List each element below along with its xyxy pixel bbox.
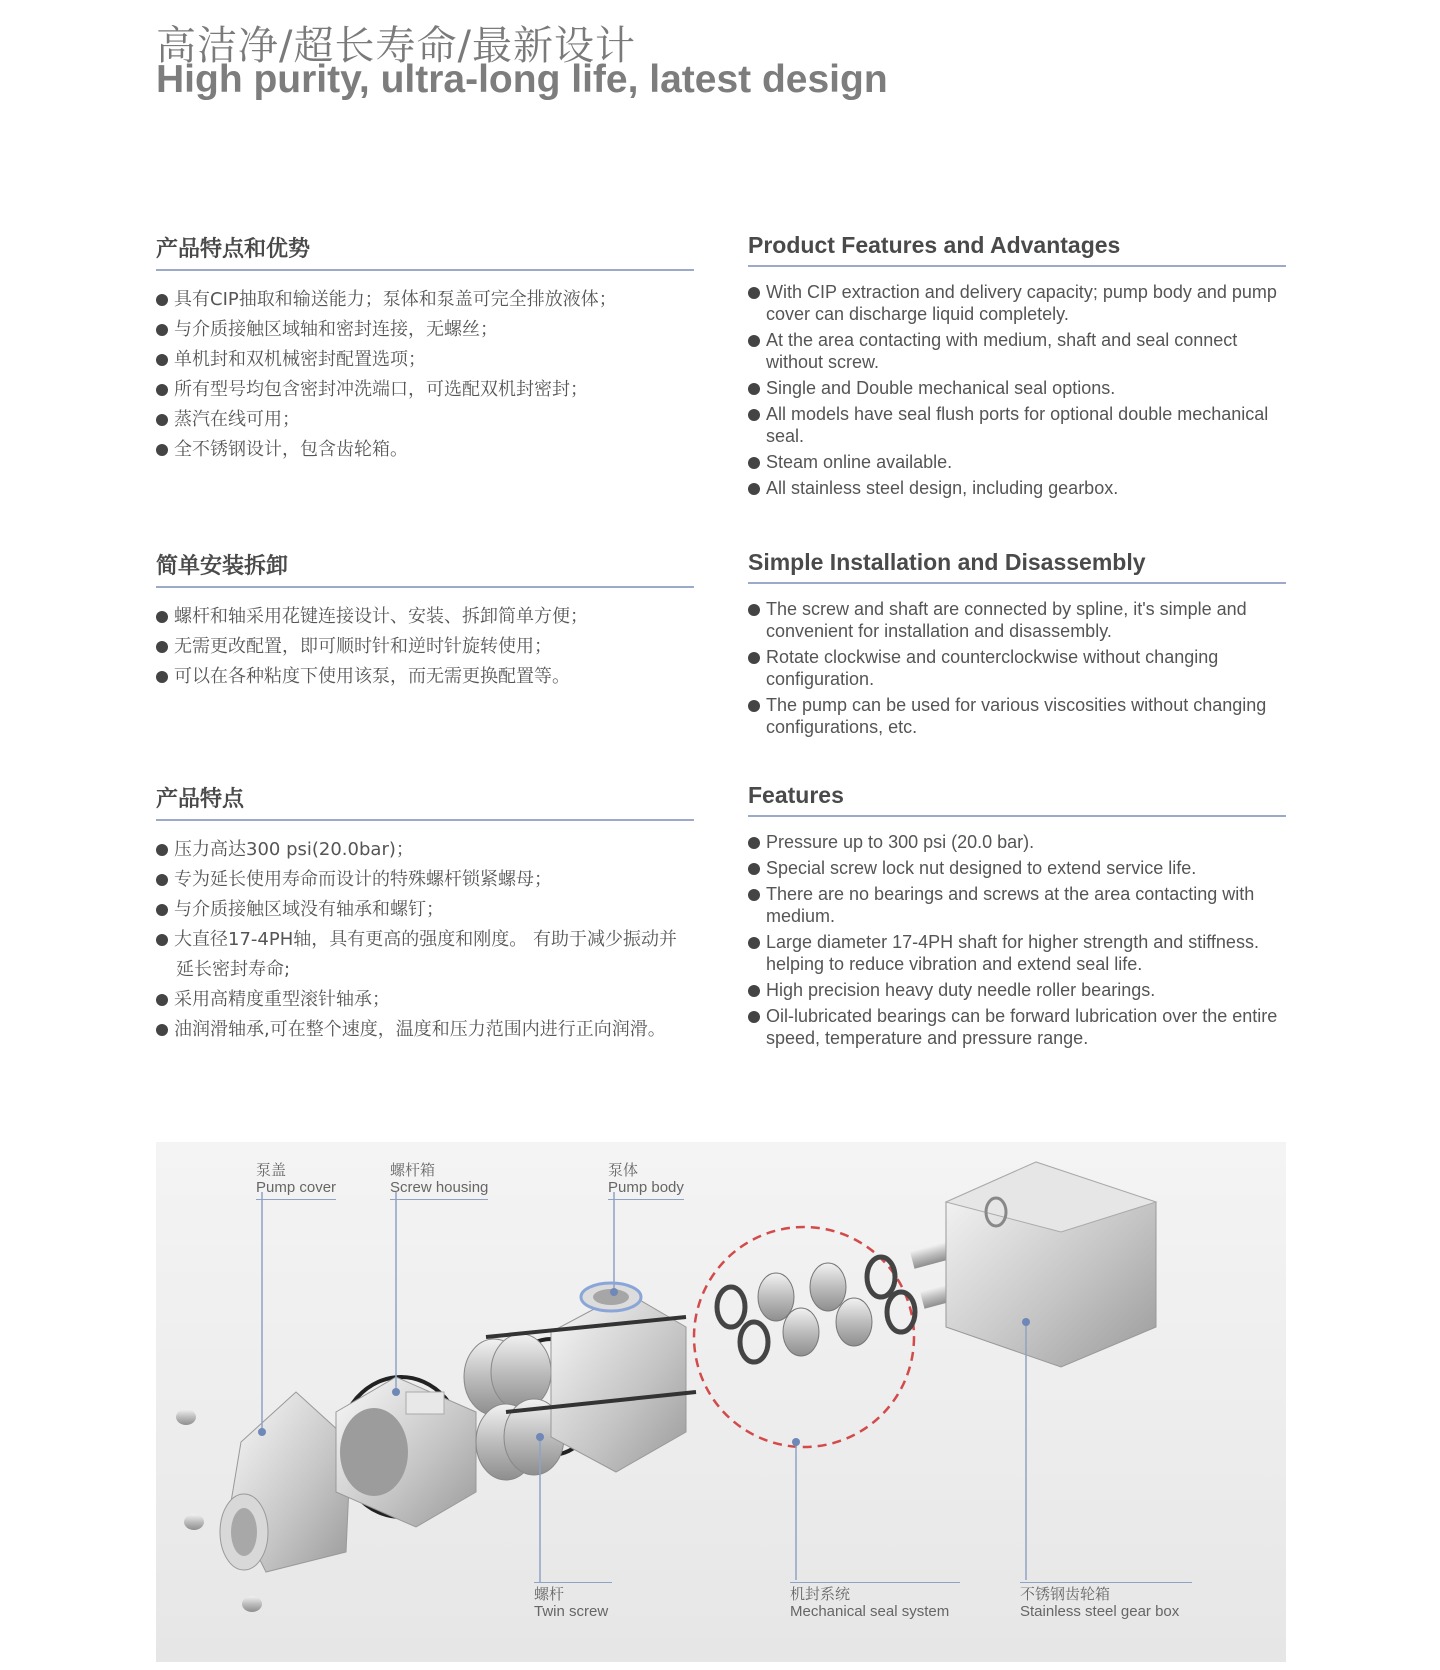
section-installation-en — [748, 549, 1286, 742]
page-title-cn: 高洁净/超长寿命/最新设计 — [156, 23, 636, 69]
mechanical-seal-part — [717, 1257, 915, 1362]
bullet-icon — [748, 889, 760, 901]
section-heading: 简单安装拆卸 — [156, 549, 694, 588]
list-item-text: 与介质接触区域没有轴承和螺钉； — [174, 899, 444, 920]
section-features-advantages-en — [748, 232, 1286, 503]
list-item — [748, 831, 1286, 853]
bullet-icon — [156, 904, 168, 916]
list-item-text: 蒸汽在线可用； — [174, 409, 300, 430]
bullet-icon — [748, 335, 760, 347]
bullet-icon — [156, 844, 168, 856]
bullet-list — [748, 281, 1286, 499]
bullet-icon — [156, 641, 168, 653]
nut-icon — [176, 1409, 196, 1425]
list-item-text: 无需更改配置，即可顺时针和逆时针旋转使用； — [174, 636, 552, 657]
bullet-list — [748, 598, 1286, 738]
nut-icon — [184, 1514, 204, 1530]
list-item-text: At the area contacting with medium, shaft and seal connect without screw. — [766, 330, 1238, 372]
list-item-text: Steam online available. — [766, 452, 953, 472]
bullet-icon — [748, 985, 760, 997]
section-features-en — [748, 782, 1286, 1053]
list-item — [156, 985, 694, 1015]
bullet-icon — [748, 287, 760, 299]
list-item-text: 压力高达300 psi(20.0bar)； — [174, 839, 414, 860]
section-features-advantages-cn — [156, 232, 694, 465]
list-item-text: There are no bearings and screws at the area contacting with medium. — [766, 884, 1255, 926]
list-item — [156, 865, 694, 895]
section-heading: 产品特点 — [156, 782, 694, 821]
bullet-icon — [156, 294, 168, 306]
bullet-icon — [156, 384, 168, 396]
list-item-text: 大直径17-4PH轴，具有更高的强度和刚度。 有助于减少振动并延长密封寿命; — [174, 929, 677, 980]
bullet-icon — [156, 414, 168, 426]
list-item — [156, 925, 694, 985]
list-item-text: 采用高精度重型滚针轴承； — [174, 989, 390, 1010]
section-heading: 产品特点和优势 — [156, 232, 694, 271]
list-item — [156, 405, 694, 435]
label-pump-cover: 泵盖 Pump cover — [256, 1162, 336, 1200]
screw-housing-part — [336, 1377, 476, 1527]
list-item-text: Single and Double mechanical seal options. — [766, 378, 1116, 398]
list-item-text: 专为延长使用寿命而设计的特殊螺杆锁紧螺母； — [174, 869, 552, 890]
list-item — [748, 598, 1286, 642]
section-heading: Product Features and Advantages — [748, 232, 1286, 267]
list-item — [156, 895, 694, 925]
list-item — [156, 835, 694, 865]
list-item-text: Oil-lubricated bearings can be forward lubrication over the entire speed, temperature and pressure range. — [766, 1006, 1278, 1048]
bullet-icon — [156, 671, 168, 683]
list-item — [748, 377, 1286, 399]
page-title-en: High purity, ultra-long life, latest design — [156, 58, 888, 101]
section-heading: Simple Installation and Disassembly — [748, 549, 1286, 584]
bullet-icon — [748, 937, 760, 949]
bullet-icon — [748, 652, 760, 664]
list-item-text: The pump can be used for various viscosities without changing configurations, etc. — [766, 695, 1267, 737]
list-item — [156, 632, 694, 662]
list-item — [156, 1015, 694, 1045]
list-item-text: 具有CIP抽取和输送能力；泵体和泵盖可完全排放液体； — [174, 289, 617, 310]
list-item — [748, 883, 1286, 927]
list-item — [156, 375, 694, 405]
list-item-text: With CIP extraction and delivery capacity; pump body and pump cover can discharge liquid completely. — [766, 282, 1277, 324]
list-item — [156, 315, 694, 345]
bullet-icon — [748, 863, 760, 875]
bullet-icon — [156, 611, 168, 623]
bullet-list — [156, 835, 694, 1045]
nut-icon — [242, 1596, 262, 1612]
list-item — [748, 281, 1286, 325]
bullet-icon — [748, 409, 760, 421]
pump-exploded-diagram — [156, 1142, 1286, 1662]
list-item-text: Rotate clockwise and counterclockwise without changing configuration. — [766, 647, 1219, 689]
list-item — [748, 857, 1286, 879]
label-mechanical-seal-system: 机封系统 Mechanical seal system — [790, 1582, 960, 1620]
list-item — [748, 451, 1286, 473]
list-item — [748, 979, 1286, 1001]
gear-box-part — [946, 1162, 1156, 1367]
bullet-icon — [748, 457, 760, 469]
bullet-list — [156, 285, 694, 465]
list-item-text: Pressure up to 300 psi (20.0 bar). — [766, 832, 1035, 852]
list-item-text: 油润滑轴承,可在整个速度，温度和压力范围内进行正向润滑。 — [174, 1019, 666, 1040]
list-item — [748, 329, 1286, 373]
bullet-icon — [156, 354, 168, 366]
label-gear-box: 不锈钢齿轮箱 Stainless steel gear box — [1020, 1582, 1192, 1620]
bullet-icon — [156, 934, 168, 946]
bullet-icon — [156, 1024, 168, 1036]
section-heading: Features — [748, 782, 1286, 817]
list-item-text: 可以在各种粘度下使用该泵，而无需更换配置等。 — [174, 666, 570, 687]
bullet-icon — [156, 874, 168, 886]
list-item-text: 所有型号均包含密封冲洗端口，可选配双机封密封； — [174, 379, 588, 400]
list-item-text: 与介质接触区域轴和密封连接，无螺丝； — [174, 319, 498, 340]
list-item-text: 单机封和双机械密封配置选项； — [174, 349, 426, 370]
list-item-text: Large diameter 17-4PH shaft for higher strength and stiffness. helping to reduce vibration and extend seal life. — [766, 932, 1259, 974]
list-item-text: 全不锈钢设计，包含齿轮箱。 — [174, 439, 408, 460]
bullet-icon — [748, 483, 760, 495]
pump-cover-part — [220, 1392, 351, 1572]
list-item — [156, 345, 694, 375]
bullet-icon — [748, 837, 760, 849]
section-features-cn — [156, 782, 694, 1045]
list-item — [748, 931, 1286, 975]
label-twin-screw: 螺杆 Twin screw — [534, 1582, 612, 1620]
list-item-text: 螺杆和轴采用花键连接设计、安装、拆卸简单方便； — [174, 606, 588, 627]
label-screw-housing: 螺杆箱 Screw housing — [390, 1162, 488, 1200]
bullet-icon — [748, 700, 760, 712]
bullet-icon — [156, 444, 168, 456]
bullet-icon — [748, 604, 760, 616]
label-pump-body: 泵体 Pump body — [608, 1162, 684, 1200]
list-item-text: Special screw lock nut designed to extend service life. — [766, 858, 1197, 878]
list-item — [748, 694, 1286, 738]
list-item — [156, 662, 694, 692]
list-item-text: All models have seal flush ports for optional double mechanical seal. — [766, 404, 1269, 446]
bullet-icon — [156, 994, 168, 1006]
list-item — [748, 1005, 1286, 1049]
bullet-icon — [748, 383, 760, 395]
list-item-text: The screw and shaft are connected by spline, it's simple and convenient for installation and disassembly. — [766, 599, 1247, 641]
list-item — [748, 477, 1286, 499]
bullet-icon — [748, 1011, 760, 1023]
section-installation-cn — [156, 549, 694, 692]
bullet-list — [156, 602, 694, 692]
list-item — [748, 646, 1286, 690]
list-item-text: All stainless steel design, including gearbox. — [766, 478, 1119, 498]
list-item — [156, 602, 694, 632]
list-item-text: High precision heavy duty needle roller bearings. — [766, 980, 1156, 1000]
list-item — [748, 403, 1286, 447]
bullet-icon — [156, 324, 168, 336]
bullet-list — [748, 831, 1286, 1049]
list-item — [156, 435, 694, 465]
list-item — [156, 285, 694, 315]
